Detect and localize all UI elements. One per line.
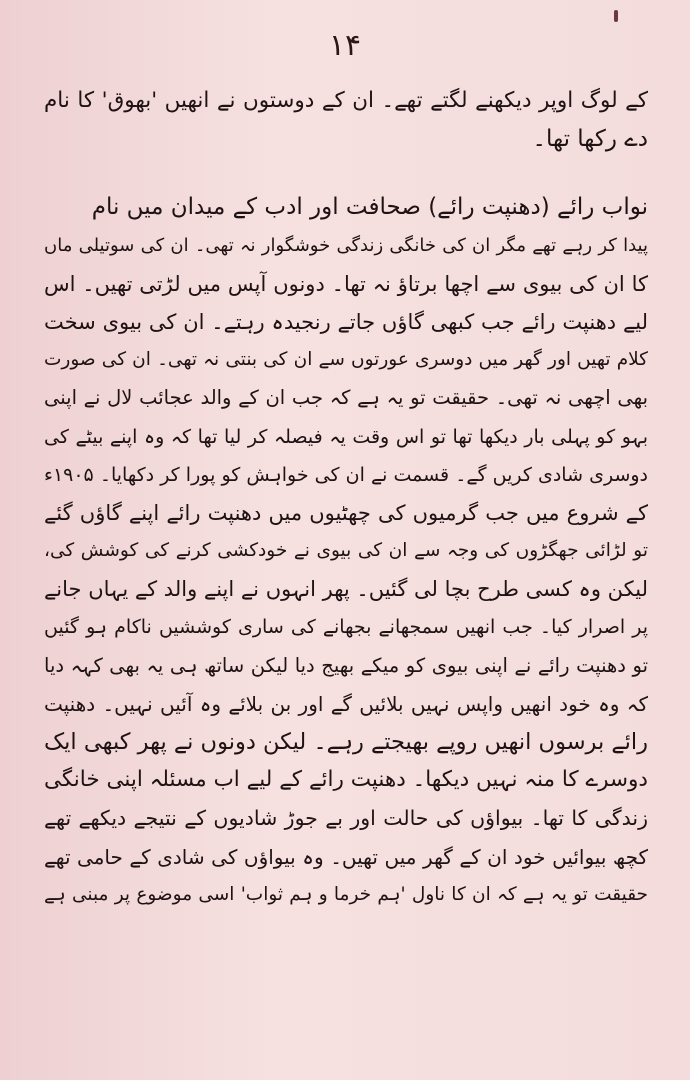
- text-line: تو لڑائی جھگڑوں کی وجہ سے ان کی بیوی نے خودکشی کرنے کی کوشش کی،: [44, 540, 648, 562]
- text-line: کے لوگ اوپر دیکھنے لگتے تھے۔ ان کے دوستوں نے انھیں 'بھوق' کا نام: [44, 88, 648, 113]
- text-line: تو دھنپت رائے نے اپنی بیوی کو میکے بھیج دیا لیکن ساتھ ہی یہ بھی کہہ دیا: [44, 653, 648, 677]
- paragraph: [44, 82, 648, 158]
- text-line: حقیقت تو یہ ہے کہ ان کا ناول 'ہم خرما و ہم ثواب' اسی موضوع پر مبنی ہے: [44, 883, 648, 905]
- text-line: بھی اچھی نہ تھی۔ حقیقت تو یہ ہے کہ جب ان کے والد عجائب لال نے اپنی: [44, 386, 648, 410]
- text-line: کچھ بیوائیں خود ان کے گھر میں تھیں۔ وہ بیواؤں کی شادی کے حامی تھے: [44, 844, 648, 869]
- page-number: ۱۴: [328, 28, 362, 63]
- text-line: کا ان کی بیوی سے اچھا برتاؤ نہ تھا۔ دونوں آپس میں لڑتی تھیں۔ اس: [44, 271, 648, 296]
- text-line: دوسری شادی کریں گے۔ قسمت نے ان کی خواہش کو پورا کر دکھایا۔ ۱۹۰۵ء: [44, 463, 648, 486]
- text-line: نواب رائے (دھنپت رائے) صحافت اور ادب کے میدان میں نام: [91, 194, 648, 221]
- text-line: پیدا کر رہے تھے مگر ان کی خانگی زندگی خوشگوار نہ تھی۔ ان کی سوتیلی ماں: [44, 234, 648, 256]
- text-line: لیے دھنپت رائے جب کبھی گاؤں جاتے رنجیدہ رہتے۔ ان کی بیوی سخت: [44, 309, 648, 334]
- paragraph-gap: [44, 158, 648, 188]
- text-line: دوسرے کا منہ نہیں دیکھا۔ دھنپت رائے کے لیے اب مسئلہ اپنی خانگی: [44, 767, 648, 793]
- paragraph: [44, 188, 648, 914]
- text-body: [44, 82, 648, 914]
- text-line: پر اصرار کیا۔ جب انھیں سمجھانے بجھانے کی ساری کوششیں ناکام ہو گئیں: [44, 616, 648, 639]
- text-line: کے شروع میں جب گرمیوں کی چھٹیوں میں دھنپت رائے اپنے گاؤں گئے: [44, 500, 648, 525]
- text-line: دے رکھا تھا۔: [532, 126, 648, 153]
- text-line: لیکن وہ کسی طرح بچا لی گئیں۔ پھر انہوں نے اپنے والد کے یہاں جانے: [44, 577, 648, 602]
- text-line: بہو کو پہلی بار دیکھا تھا تو اس وقت یہ فیصلہ کر لیا تھا کہ وہ اپنے بیٹے کی: [44, 425, 648, 448]
- ink-speck: [614, 10, 618, 22]
- text-line: کلام تھیں اور گھر میں دوسری عورتوں سے ان کی بنتی نہ تھی۔ ان کی صورت: [44, 349, 648, 371]
- text-line: رائے برسوں انھیں روپے بھیجتے رہے۔ لیکن دونوں نے پھر کبھی ایک: [44, 729, 648, 755]
- text-line: کہ وہ خود انھیں واپس نہیں بلائیں گے اور بن بلائے وہ آئیں نہیں۔ دھنپت: [44, 691, 648, 716]
- text-line: زندگی کا تھا۔ بیواؤں کی حالت اور بے جوڑ شادیوں کے نتیجے دیکھے تھے: [44, 806, 648, 831]
